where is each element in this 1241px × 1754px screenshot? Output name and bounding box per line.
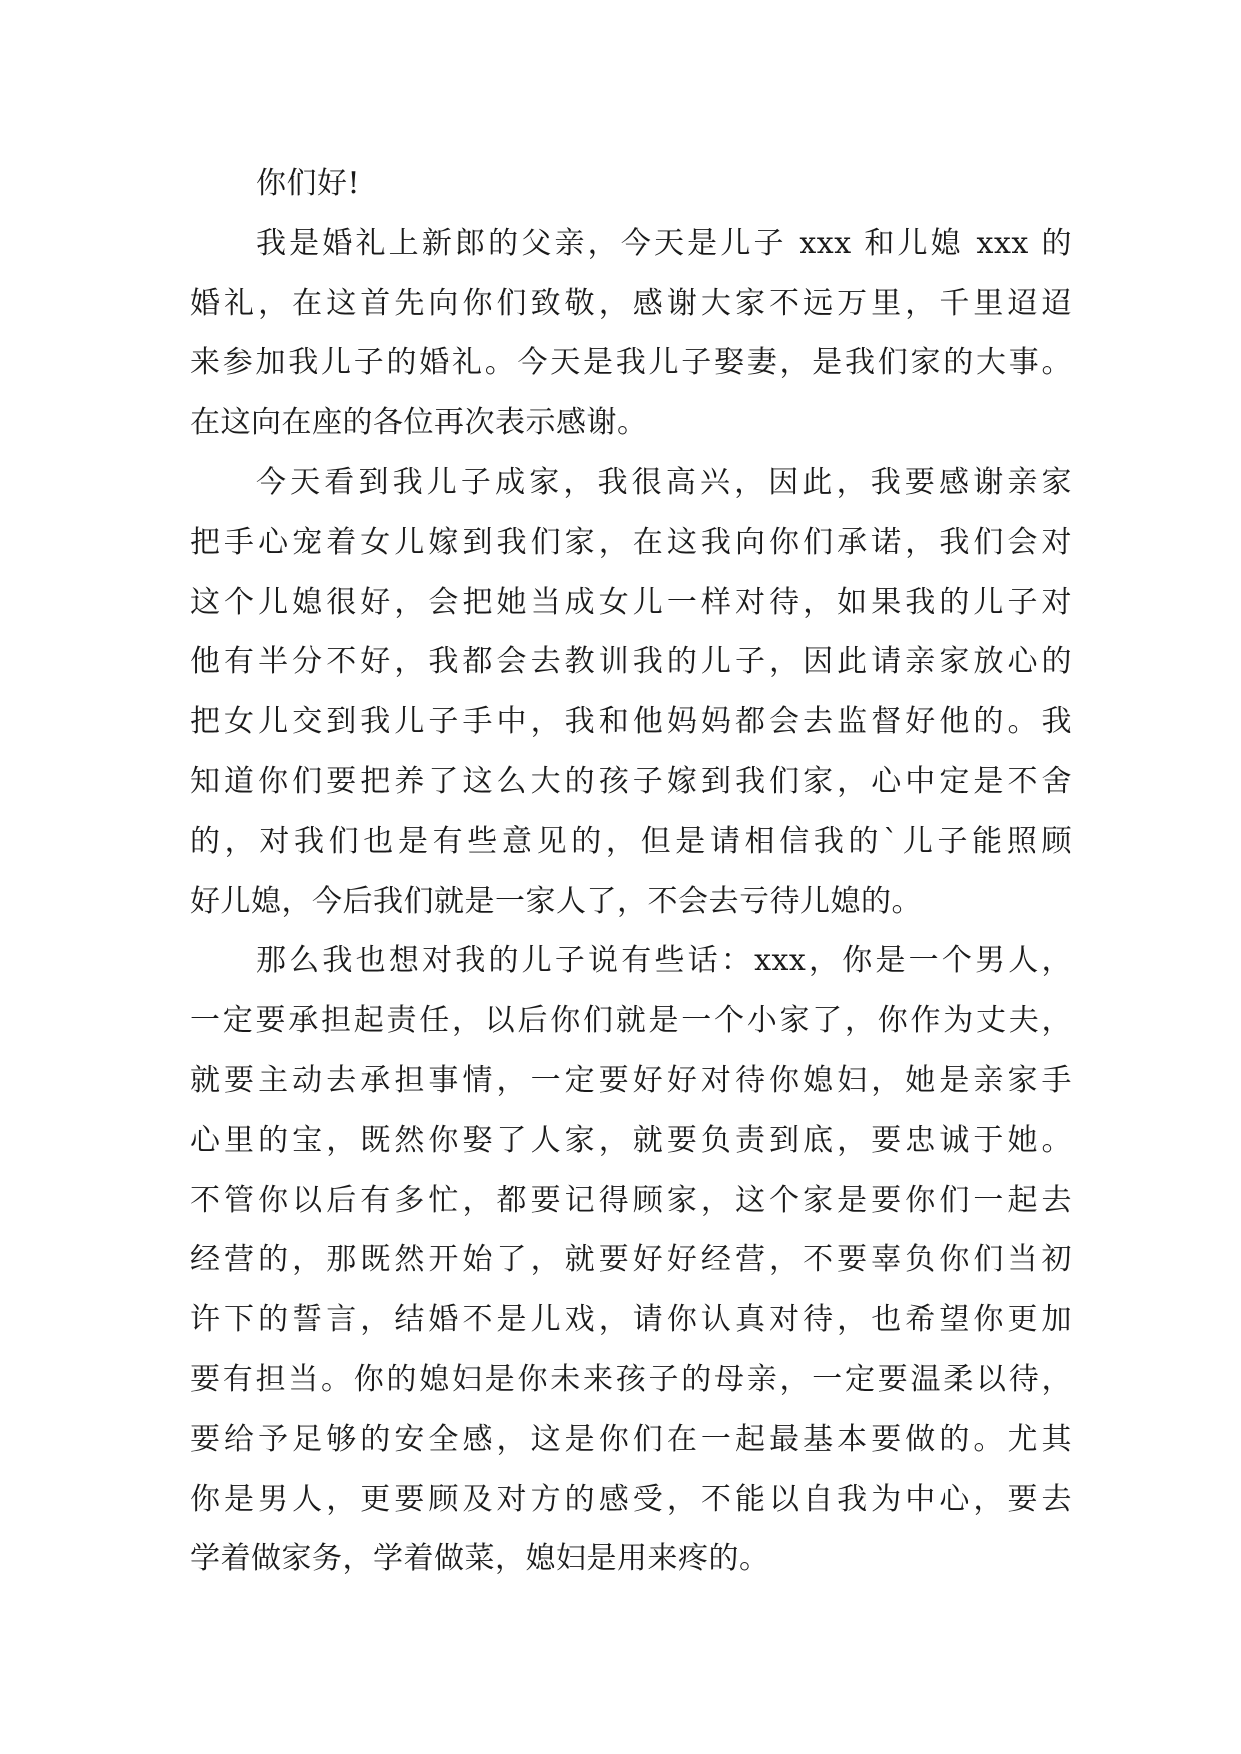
text-line: 要给予足够的安全感，这是你们在一起最基本要做的。尤其 (190, 1421, 1072, 1457)
text-line: 知道你们要把养了这么大的孩子嫁到我们家，心中定是不舍 (190, 763, 1072, 799)
text-line: 今天看到我儿子成家，我很高兴，因此，我要感谢亲家 (256, 464, 1072, 500)
paragraph (190, 931, 1072, 1589)
text-line: 你们好! (256, 166, 361, 201)
text-line: 的，对我们也是有些意见的，但是请相信我的`儿子能照顾 (190, 823, 1072, 859)
text-line: 心里的宝，既然你娶了人家，就要负责到底，要忠诚于她。 (190, 1122, 1072, 1158)
text-line: 一定要承担起责任，以后你们就是一个小家了，你作为丈夫， (190, 1003, 1072, 1039)
text-line: 我是婚礼上新郎的父亲，今天是儿子 xxx 和儿媳 xxx 的 (256, 225, 1072, 261)
text-line: 学着做家务，学着做菜，媳妇是用来疼的。 (190, 1541, 770, 1577)
paragraph (190, 214, 1072, 453)
paragraph (190, 154, 1072, 214)
text-line: 这个儿媳很好，会把她当成女儿一样对待，如果我的儿子对 (190, 584, 1072, 620)
text-line: 把女儿交到我儿子手中，我和他妈妈都会去监督好他的。我 (190, 704, 1072, 740)
text-line: 要有担当。你的媳妇是你未来孩子的母亲，一定要温柔以待， (190, 1361, 1072, 1397)
text-line: 许下的誓言，结婚不是儿戏，请你认真对待，也希望你更加 (190, 1302, 1072, 1338)
paragraph (190, 453, 1072, 931)
text-line: 那么我也想对我的儿子说有些话：xxx，你是一个男人， (256, 943, 1072, 979)
document-body (190, 154, 1072, 1589)
text-line: 好儿媳，今后我们就是一家人了，不会去亏待儿媳的。 (190, 883, 922, 919)
text-line: 他有半分不好，我都会去教训我的儿子，因此请亲家放心的 (190, 644, 1072, 680)
text-line: 来参加我儿子的婚礼。今天是我儿子娶妻，是我们家的大事。 (190, 345, 1072, 381)
text-line: 在这向在座的各位再次表示感谢。 (190, 405, 648, 441)
text-line: 你是男人，更要顾及对方的感受，不能以自我为中心，要去 (190, 1481, 1072, 1517)
text-line: 把手心宠着女儿嫁到我们家，在这我向你们承诺，我们会对 (190, 524, 1072, 560)
text-line: 就要主动去承担事情，一定要好好对待你媳妇，她是亲家手 (190, 1062, 1072, 1098)
text-line: 不管你以后有多忙，都要记得顾家，这个家是要你们一起去 (190, 1182, 1072, 1218)
text-line: 婚礼，在这首先向你们致敬，感谢大家不远万里，千里迢迢 (190, 285, 1072, 321)
text-line: 经营的，那既然开始了，就要好好经营，不要辜负你们当初 (190, 1242, 1072, 1278)
